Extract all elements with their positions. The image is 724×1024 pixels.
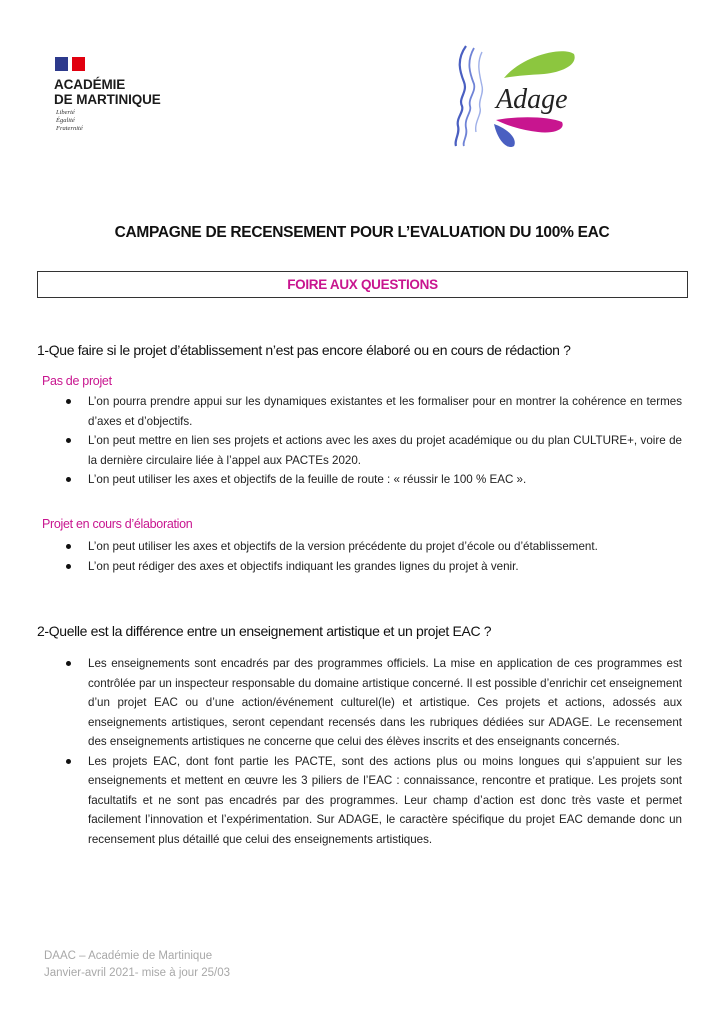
bullet-icon [66, 564, 71, 569]
marianne-flag-icon [55, 57, 85, 71]
list-item: L’on peut utiliser les axes et objectifs de la feuille de route : « réussir le 100 % EAC ». [0, 470, 682, 490]
document-title: CAMPAGNE DE RECENSEMENT POUR L’EVALUATION DU 100% EAC [114, 224, 610, 241]
bullet-icon [66, 399, 71, 404]
list-item: L’on peut mettre en lien ses projets et actions avec les axes du projet académique ou du plan CULTURE+, voire de la dernière circulaire liée à l’appel aux PACTEs 2020. [0, 431, 682, 470]
bullet-list-question-2 [0, 654, 682, 849]
subheading-projet-en-cours: Projet en cours d’élaboration [42, 517, 193, 531]
adage-logo [452, 42, 592, 150]
bullet-list-pas-de-projet [0, 392, 682, 490]
faq-banner [37, 271, 688, 298]
question-1: 1-Que faire si le projet d’établissement n’est pas encore élaboré ou en cours de rédaction ? [37, 342, 571, 358]
page-footer [44, 948, 230, 982]
question-2: 2-Quelle est la différence entre un enseignement artistique et un projet EAC ? [37, 623, 492, 639]
list-item: L’on peut rédiger des axes et objectifs indiquant les grandes lignes du projet à venir. [0, 557, 682, 577]
list-item: L’on pourra prendre appui sur les dynamiques existantes et les formaliser pour en montrer la cohérence en termes d’axes et d’objectifs. [0, 392, 682, 431]
subheading-pas-de-projet: Pas de projet [42, 374, 112, 388]
bullet-icon [66, 544, 71, 549]
bullet-icon [66, 661, 71, 666]
list-item: L’on peut utiliser les axes et objectifs de la version précédente du projet d’école ou d’établissement. [0, 537, 682, 557]
bullet-icon [66, 759, 71, 764]
svg-text:Adage: Adage [496, 84, 568, 115]
adage-logo-icon [452, 42, 592, 150]
faq-label: FOIRE AUX QUESTIONS [287, 277, 438, 292]
list-item: Les enseignements sont encadrés par des programmes officiels. La mise en application de ces programmes est contrôlée par un inspecteur responsable du domaine artistique concerné. Il est possible d’enrichir cet enseignement d’un projet EAC ou d’une action/événement culturel(le) et artistique. Ces projets et actions, adossés aux enseignements artistiques, seront cependant recensés dans les rubriques dédiées sur ADAGE. Le recensement des enseignements artistiques ne concerne que celui des élèves inscrits et des enseignants concernés. [0, 654, 682, 752]
republic-motto: Liberté Égalité Fraternité [56, 109, 83, 132]
bullet-icon [66, 477, 71, 482]
footer-line-1: DAAC – Académie de Martinique [44, 950, 213, 962]
footer-line-2: Janvier-avril 2021- mise à jour 25/03 [44, 967, 231, 979]
list-item: Les projets EAC, dont font partie les PACTE, sont des actions plus ou moins longues qui s’appuient sur les enseignements et mettent en œuvre les 3 piliers de l’EAC : connaissance, rencontre et pratique. Les projets sont facultatifs et ne sont pas encadrés par des programmes. Leur champ d’action est donc très vaste et permet facilement l’innovation et l’expérimentation. Sur ADAGE, le caractère spécifique du projet EAC demande donc un recensement plus détaillé que celui des enseignements artistiques. [0, 752, 682, 850]
academie-name: ACADÉMIE DE MARTINIQUE [54, 77, 161, 107]
bullet-list-projet-en-cours [0, 537, 682, 576]
academie-martinique-logo [48, 46, 160, 146]
bullet-icon [66, 438, 71, 443]
